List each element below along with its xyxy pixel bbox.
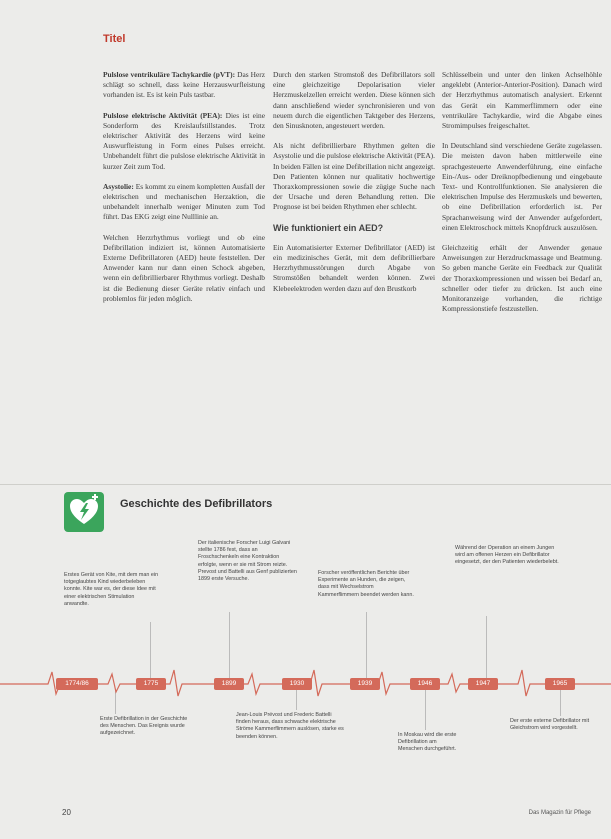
text-column-2	[273, 70, 435, 304]
timeline-note: Jean-Louis Prévost und Frederic Battelli finden heraus, dass schwache elektrische Ströme Kammerflimmern auslösen, starke es beenden können.	[236, 712, 344, 740]
timeline-note: Der erste externe Defibrillator mit Gleichstrom wird vorgestellt.	[510, 718, 590, 732]
paragraph: Welchen Herzrhythmus vorliegt und ob eine Defibrillation indiziert ist, können Automatisierte Externe Defibrillatoren (AED) heute feststellen. Der Anwender kann nur dann einen Schock abgeben, wenn ein defibrillierbarer Rhythmus vorliegt. Deshalb ist die Bedienung dieser Geräte relativ einfach und problemlos für jeden möglich.	[103, 232, 265, 303]
term-heading: Pulslose elektrische Aktivität (PEA):	[103, 110, 223, 120]
timeline-note: Der italienische Forscher Luigi Galvani stellte 1786 fest, dass an Froschschenkeln eine Kontraktion erfolgte, wenn er sie mit Strom reizte. Prevost und Battelli aus Genf publizierten 1899 erste Versuche.	[198, 540, 297, 583]
text-column-1	[103, 70, 265, 314]
paragraph	[103, 182, 265, 223]
timeline-note: Erste Defibrillation in der Geschichte des Menschen. Das Ereignis wurde aufgezeichnet.	[100, 716, 188, 737]
page-number: 20	[62, 808, 71, 817]
aed-heart-icon	[64, 492, 104, 532]
timeline-note: Forscher veröffentlichen Berichte über Experimente an Hunden, die zeigen, dass mit Wechselstrom Kammerflimmern beendet werden kann.	[318, 570, 414, 598]
timeline-note: In Moskau wird die erste Defibrillation am Menschen durchgeführt.	[398, 732, 457, 753]
year-badge: 1899	[214, 678, 244, 690]
year-badge: 1946	[410, 678, 440, 690]
term-body: Dies ist eine Sonderform des Kreislaufstillstandes. Trotz elektrischer Aktivität des Herzens wird keine Auswurfleistung in Form eines Pulses erreicht. Unbehandelt führt die pulslose elektrische Aktivität in kurzer Zeit zum Tod.	[103, 110, 265, 171]
paragraph: Gleichzeitig erhält der Anwender genaue Anweisungen zur Herzdruckmassage und Beatmung. So geben manche Geräte ein Feedback zur Qualität der Thoraxkompressionen und wissen bei Bedarf an, schneller oder tiefer zu drücken. Ist auch eine Monitoranzeige vorhanden, die richtige Kompressionstiefe festzustellen.	[442, 243, 602, 314]
section-divider	[0, 484, 611, 485]
publication-name: Das Magazin für Pflege	[528, 810, 591, 816]
year-badge: 1930	[282, 678, 312, 690]
year-badge: 1965	[545, 678, 575, 690]
timeline-note: Während der Operation an einem Jungen wird am offenen Herzen ein Defibrillator eingesetzt, der den Patienten wiederbelebt.	[455, 545, 559, 566]
timeline-note: Erstes Gerät von Kite, mit dem man ein totgeglaubtes Kind wiederbeleben konnte. Kite war es, der diese Idee mit einer elektrischen Stimulation anwandte.	[64, 572, 159, 607]
paragraph	[103, 111, 265, 172]
year-badge: 1775	[136, 678, 166, 690]
timeline-title: Geschichte des Defibrillators	[120, 498, 273, 510]
year-badge: 1947	[468, 678, 498, 690]
term-heading: Asystolie:	[103, 181, 134, 191]
term-body: Das Herz schlägt so schnell, dass keine Herzauswurfleistung vorhanden ist. Es ist kein Puls tastbar.	[103, 70, 266, 100]
paragraph: Ein Automatisierter Externer Defibrillator (AED) ist ein medizinisches Gerät, mit dem defibrillierbare Herzrhythmusstörungen durch Abgabe von Stromstößen behandelt werden können. Zwei Klebeelektroden werden dazu auf den Brustkorb	[273, 242, 435, 293]
paragraph	[103, 70, 265, 101]
section-subheading: Wie funktioniert ein AED?	[273, 222, 384, 233]
paragraph: Schlüsselbein und unter den linken Achselhöhle angeklebt (Anterior-Anterior-Position). Danach wird der Herzrhythmus automatisch analysiert. Erkennt das Gerät ein Kammerflimmern oder eine ventrikuläre Tachykardie, wird die Abgabe eines Stromimpulses freigeschaltet.	[442, 70, 602, 131]
paragraph: Als nicht defibrillierbare Rhythmen gelten die Asystolie und die pulslose elektrische Aktivität (PEA). In beiden Fällen ist eine Defibrillation nicht angezeigt. Den Patienten können nur qualitativ hochwertige Thoraxkompressionen sowie die zügige Suche nach der Ursache und deren Behandlung retten. Die Prognose ist bei beiden Rhythmen eher schlecht.	[273, 141, 435, 212]
term-heading: Pulslose ventrikuläre Tachykardie (pVT):	[103, 70, 236, 79]
text-column-3	[442, 70, 602, 324]
year-badge: 1774/86	[56, 678, 98, 690]
year-badge: 1939	[350, 678, 380, 690]
section-title: Titel	[103, 33, 126, 45]
paragraph: In Deutschland sind verschiedene Geräte zugelassen. Die meisten davon haben mittlerweile eine sprachgesteuerte Anwenderführung, eine einfache Ein-/Aus- oder Dreiknopfbedienung und eingebaute Text- und Kontrollfunktionen. Sie analysieren die elektrischen Impulse des Herzmuskels und bewerten, ob eine Defibrillation erforderlich ist. Per Sprachanweisung wird der Anwender aufgefordert, einen Elektroschock mittels Knopfdruck auszulösen.	[442, 141, 602, 232]
term-body: Es kommt zu einem kompletten Ausfall der elektrischen und mechanischen Herzaktion, die unbehandelt innerhalb weniger Minuten zum Tod führt. Das EKG zeigt eine Nulllinie an.	[103, 181, 265, 222]
paragraph: Durch den starken Stromstoß des Defibrillators soll eine gleichzeitige Depolarisation vieler Herzmuskelzellen erreicht werden. Diese können sich dann anschließend wieder synchronisieren und von neuem durch die eigentlichen Taktgeber des Herzens, den Sinusknoten, angesteuert werden.	[273, 70, 435, 131]
